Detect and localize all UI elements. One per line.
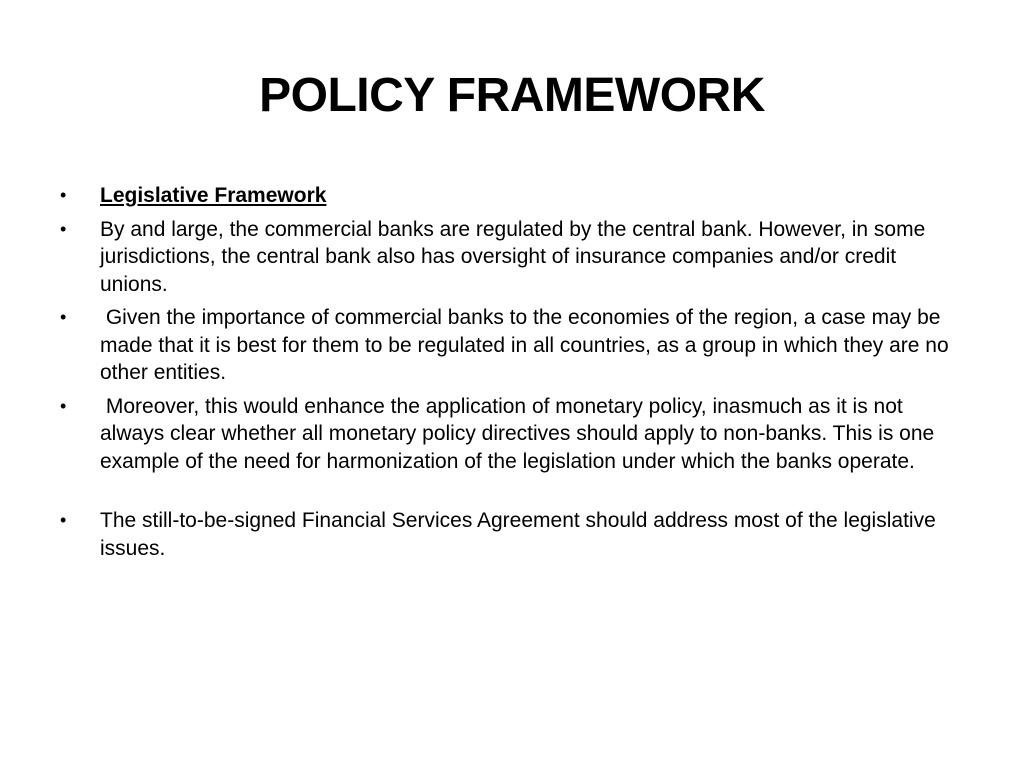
bullet-text: Moreover, this would enhance the application of monetary policy, inasmuch as it is not always clear whether all monetary policy directives should apply to non-banks. This is one example of the need for harmonization of the legislation under which the banks operate. xyxy=(100,394,941,473)
bullet-icon: • xyxy=(60,307,67,327)
bullet-item-regulation xyxy=(60,216,960,299)
bullet-icon: • xyxy=(60,218,67,239)
bullet-icon: • xyxy=(60,510,67,530)
slide-title: POLICY FRAMEWORK xyxy=(259,69,765,122)
bullet-text: By and large, the commercial banks are regulated by the central bank. However, in some jurisdictions, the central bank also has oversight of insurance companies and/or credit unions. xyxy=(100,217,926,296)
bullet-heading: Legislative Framework xyxy=(100,184,327,207)
bullet-text: The still-to-be-signed Financial Services Agreement should address most of the legislative issues. xyxy=(100,509,936,560)
bullet-icon: • xyxy=(60,395,67,416)
bullet-item-monetary-policy xyxy=(60,393,960,476)
bullet-list xyxy=(60,182,960,568)
bullet-text: Given the importance of commercial banks to the economies of the region, a case may be made that it is best for them to be regulated in all countries, as a group in which they are no other entities. xyxy=(100,306,955,384)
bullet-item-legislative-framework xyxy=(60,182,960,210)
bullet-item-financial-services-agreement xyxy=(60,507,960,562)
bullet-icon: • xyxy=(60,185,67,205)
bullet-item-importance xyxy=(60,304,960,387)
